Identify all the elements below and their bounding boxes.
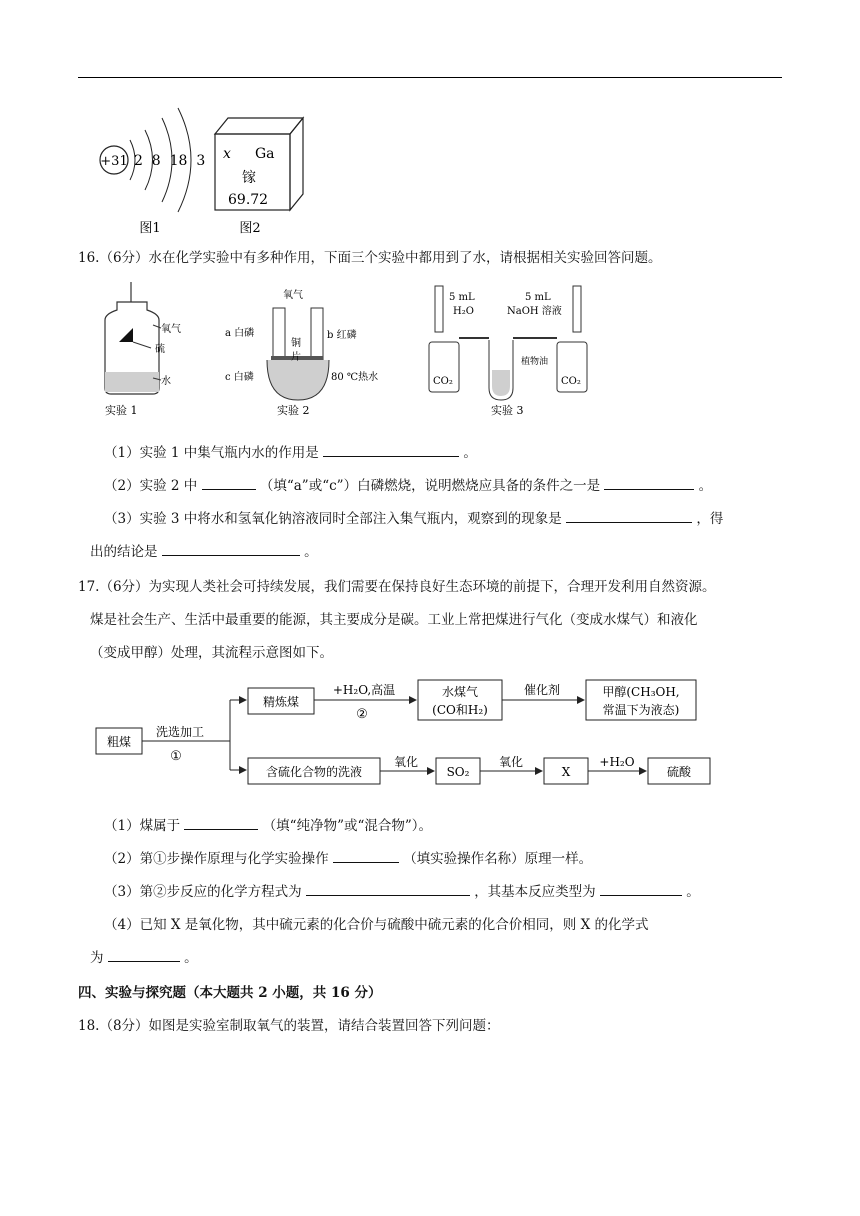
q18-stem: 18.（8分）如图是实验室制取氧气的装置，请结合装置回答下列问题： (78, 1018, 500, 1034)
svg-text:5 mL: 5 mL (525, 292, 551, 303)
q16-part2: （2）实验 2 中 （填“a”或“c”）白磷燃烧，说明燃烧应具备的条件之一是 。 (104, 474, 712, 494)
section-4-heading: 四、实验与探究题（本大题共 2 小题，共 16 分） (78, 985, 382, 1001)
coal-process-flowchart (90, 674, 730, 794)
svg-text:CO₂: CO₂ (433, 376, 453, 387)
svg-text:硫: 硫 (155, 344, 165, 355)
svg-text:常温下为液态): 常温下为液态) (602, 703, 680, 717)
q17-part1: （1）煤属于 （填“纯净物”或“混合物”）。 (104, 814, 432, 834)
q17-answer-blank-2[interactable] (333, 848, 399, 863)
svg-text:实验 2: 实验 2 (277, 404, 310, 417)
q16-answer-blank-4[interactable] (566, 508, 692, 523)
element-number: x (223, 146, 231, 162)
svg-text:甲醇(CH₃OH,: 甲醇(CH₃OH, (602, 685, 680, 699)
q17-stem-3: （变成甲醇）处理，其流程示意图如下。 (90, 645, 333, 661)
q16-stem: 16.（6分）水在化学实验中有多种作用，下面三个实验中都用到了水，请根据相关实验回答问题。 (78, 250, 662, 266)
svg-text:H₂O: H₂O (453, 306, 474, 317)
figure-1-2 (90, 100, 320, 240)
svg-text:b 红磷: b 红磷 (327, 330, 357, 341)
q17-stem-2: 煤是社会生产、生活中最重要的能源，其主要成分是碳。工业上常把煤进行气化（变成水煤气）和液化 (90, 612, 698, 628)
svg-text:实验 3: 实验 3 (491, 404, 524, 417)
q17-part3: （3）第②步反应的化学方程式为 ，其基本反应类型为 。 (104, 880, 700, 900)
q17-part2: （2）第①步操作原理与化学实验操作 （填实验操作名称）原理一样。 (104, 847, 592, 867)
q17-answer-blank-4[interactable] (600, 881, 682, 896)
svg-text:氧气: 氧气 (283, 290, 303, 301)
experiment-3-diagram (429, 286, 587, 417)
svg-text:+H₂O: +H₂O (599, 755, 635, 769)
q16-answer-blank-5[interactable] (162, 541, 300, 556)
svg-text:植物油: 植物油 (521, 357, 549, 367)
svg-text:粗煤: 粗煤 (106, 735, 132, 749)
svg-text:NaOH 溶液: NaOH 溶液 (507, 306, 562, 317)
svg-text:氧气: 氧气 (161, 324, 181, 335)
electron-shells: 2 8 18 3 (134, 153, 206, 169)
svg-text:催化剂: 催化剂 (523, 683, 561, 697)
svg-text:①: ① (170, 749, 182, 764)
element-cell (215, 118, 303, 236)
svg-text:洗选加工: 洗选加工 (155, 725, 205, 739)
svg-text:水: 水 (161, 376, 171, 387)
fig1-caption: 图1 (139, 221, 161, 236)
q16-answer-blank-2[interactable] (202, 475, 256, 490)
svg-text:水煤气: 水煤气 (441, 685, 479, 699)
svg-text:SO₂: SO₂ (446, 765, 470, 779)
q17-answer-blank-5[interactable] (108, 947, 180, 962)
nucleus-charge: +31 (100, 154, 128, 169)
svg-text:含硫化合物的洗液: 含硫化合物的洗液 (265, 765, 363, 779)
fig2-caption: 图2 (239, 221, 261, 236)
header-rule (78, 77, 782, 78)
experiment-2-diagram (225, 288, 378, 417)
q17-part4: （4）已知 X 是氧化物，其中硫元素的化合价与硫酸中硫元素的化合价相同，则 X 的化学式 (104, 917, 649, 933)
svg-text:X: X (561, 765, 571, 779)
experiment-1-diagram (105, 282, 181, 417)
q16-experiments-figure (95, 280, 595, 420)
svg-text:c 白磷: c 白磷 (225, 372, 254, 383)
svg-text:a 白磷: a 白磷 (225, 328, 255, 339)
svg-text:氧化: 氧化 (498, 755, 524, 769)
svg-text:片: 片 (291, 352, 301, 363)
element-mass: 69.72 (228, 192, 269, 208)
svg-text:+H₂O,高温: +H₂O,高温 (332, 683, 396, 697)
svg-text:②: ② (356, 707, 368, 722)
svg-text:80 ℃热水: 80 ℃热水 (331, 372, 379, 383)
svg-text:5 mL: 5 mL (449, 292, 475, 303)
q17-part4-cont: 为 。 (90, 946, 198, 966)
svg-text:(CO和H₂): (CO和H₂) (432, 703, 488, 717)
q17-answer-blank-3[interactable] (306, 881, 470, 896)
element-symbol: Ga (255, 146, 275, 162)
q17-answer-blank-1[interactable] (184, 815, 258, 830)
q16-answer-blank-1[interactable] (323, 442, 459, 457)
svg-text:铜: 铜 (291, 338, 301, 349)
svg-text:氧化: 氧化 (393, 755, 419, 769)
element-name: 镓 (242, 170, 256, 186)
q17-stem-1: 17.（6分）为实现人类社会可持续发展，我们需要在保持良好生态环境的前提下，合理开发利用自然资源。 (78, 579, 716, 595)
q16-part3-cont: 出的结论是 。 (90, 540, 318, 560)
atom-structure-diagram (100, 108, 205, 236)
svg-text:CO₂: CO₂ (561, 376, 581, 387)
q16-answer-blank-3[interactable] (604, 475, 694, 490)
q16-part3: （3）实验 3 中将水和氢氧化钠溶液同时全部注入集气瓶内，观察到的现象是 ，得 (104, 507, 723, 527)
svg-text:硫酸: 硫酸 (666, 765, 692, 779)
svg-text:实验 1: 实验 1 (105, 404, 138, 417)
q16-part1: （1）实验 1 中集气瓶内水的作用是 。 (104, 441, 477, 461)
svg-text:精炼煤: 精炼煤 (262, 695, 300, 709)
